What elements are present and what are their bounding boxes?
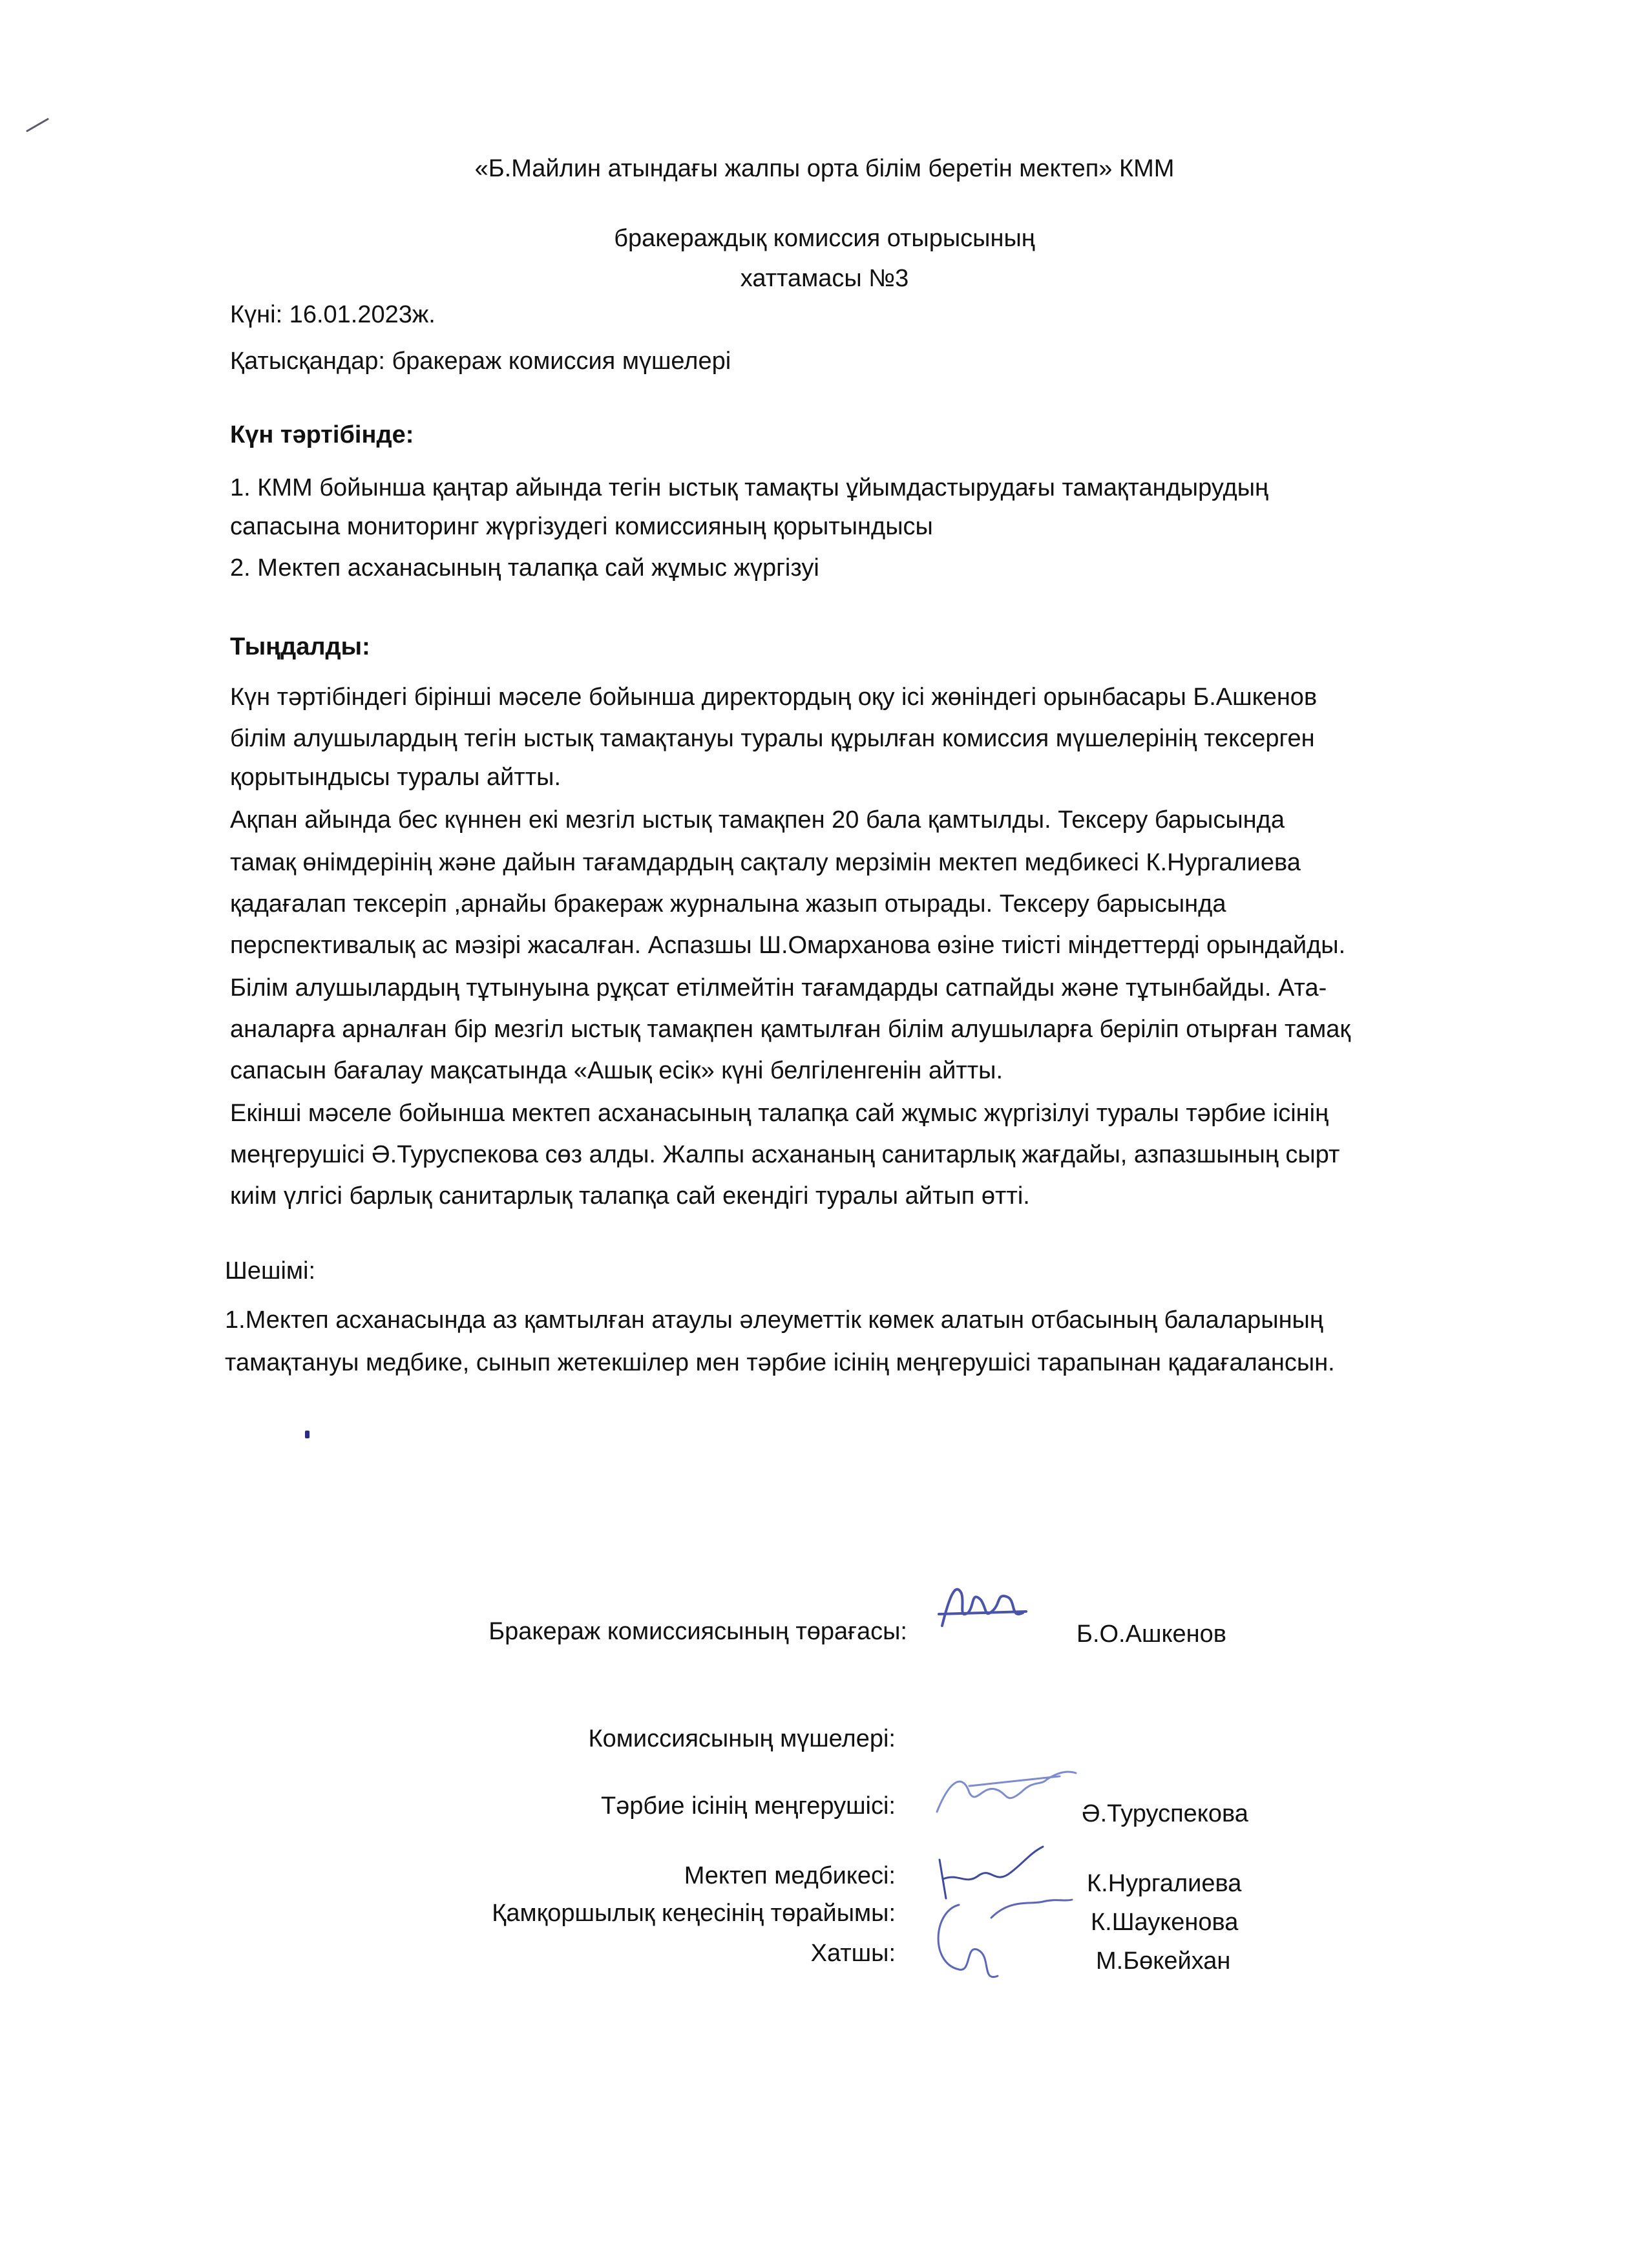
chair-name: Б.О.Ашкенов xyxy=(1077,1621,1226,1648)
decision-line: тамақтануы медбике, сынып жетекшілер мен тәрбие ісінің меңгерушісі тарапынан қадағалансын. xyxy=(225,1349,1335,1376)
scan-mark xyxy=(26,118,49,132)
heard-line: тамақ өнімдерінің және дайын тағамдардың сақталу мерзімін мектеп медбикесі К.Нургалиева xyxy=(230,849,1301,876)
organization-title: «Б.Майлин атындағы жалпы орта білім беретін мектеп» КММ xyxy=(474,155,1175,182)
decision-heading: Шешімі: xyxy=(225,1257,316,1285)
heard-line: білім алушылардың тегін ыстық тамақтануы туралы құрылған комиссия мүшелерінің тексерген xyxy=(230,725,1315,752)
heard-line: Күн тәртібіндегі бірінші мәселе бойынша директордың оқу ісі жөніндегі орынбасары Б.Ашкенов xyxy=(230,684,1318,711)
document-title-line-2: хаттамасы №3 xyxy=(740,265,909,292)
heard-line: перспективалық ас мәзірі жасалған. Аспазшы Ш.Омарханова өзіне тиісті міндеттерді орындайды. xyxy=(230,932,1346,959)
heard-line: Білім алушылардың тұтынуына рұқсат етілмейтін тағамдарды сатпайды және тұтынбайды. Ата- xyxy=(230,974,1327,1002)
heard-line: қорытындысы туралы айтты. xyxy=(230,764,562,791)
member-signature xyxy=(920,1892,1075,1989)
member-label: Тәрбие ісінің меңгерушісі: xyxy=(600,1792,896,1820)
member-name: М.Бөкейхан xyxy=(1096,1948,1231,1975)
agenda-line: 2. Мектеп асханасының талапқа сай жұмыс жүргізуі xyxy=(230,554,819,582)
scan-dot xyxy=(305,1431,310,1438)
heard-line: киім үлгісі барлық санитарлық талапқа сай екендігі туралы айтып өтті. xyxy=(230,1182,1030,1210)
member-label: Қамқоршылық кеңесінің төрайымы: xyxy=(492,1900,896,1927)
heard-line: сапасын бағалау мақсатында «Ашық есік» күні белгіленгенін айтты. xyxy=(230,1057,1003,1084)
heard-line: Екінші мәселе бойынша мектеп асханасының талапқа сай жұмыс жүргізілуі туралы тәрбие ісінің xyxy=(230,1100,1329,1127)
heard-line: қадағалап тексеріп ,арнайы бракераж журналына жазып отырады. Тексеру барысында xyxy=(230,890,1226,918)
member-signature xyxy=(930,1760,1079,1825)
document-title-line-1: бракераждық комиссия отырысының xyxy=(614,225,1035,252)
agenda-heading: Күн тәртібінде: xyxy=(230,421,414,448)
member-label: Мектеп медбикесі: xyxy=(684,1862,896,1889)
agenda-line: 1. КММ бойынша қаңтар айында тегін ыстық тамақты ұйымдастырудағы тамақтандырудың xyxy=(230,474,1269,501)
meeting-date: Күні: 16.01.2023ж. xyxy=(230,301,436,328)
member-name: Ә.Туруспекова xyxy=(1082,1800,1248,1827)
heard-heading: Тыңдалды: xyxy=(230,633,370,660)
chair-label: Бракераж комиссиясының төрағасы: xyxy=(488,1618,907,1645)
heard-line: меңгерушісі Ә.Туруспекова сөз алды. Жалпы асхананың санитарлық жағдайы, азпазшының сырт xyxy=(230,1141,1340,1168)
members-label: Комиссиясының мүшелері: xyxy=(588,1725,896,1752)
decision-line: 1.Мектеп асханасында аз қамтылған атаулы әлеуметтік көмек алатын отбасының балаларының xyxy=(225,1307,1323,1334)
member-label: Хатшы: xyxy=(810,1940,896,1967)
agenda-line: сапасына мониторинг жүргізудегі комиссияның қорытындысы xyxy=(230,513,933,540)
participants: Қатысқандар: бракераж комиссия мүшелері xyxy=(230,348,731,375)
chair-signature xyxy=(936,1574,1033,1639)
heard-line: аналарға арналған бір мезгіл ыстық тамақпен қамтылған білім алушыларға беріліп отырған тамақ xyxy=(230,1016,1350,1043)
member-name: К.Нургалиева xyxy=(1087,1870,1242,1897)
heard-line: Ақпан айында бес күннен екі мезгіл ыстық тамақпен 20 бала қамтылды. Тексеру барысында xyxy=(230,806,1285,834)
member-name: К.Шаукенова xyxy=(1091,1909,1239,1936)
